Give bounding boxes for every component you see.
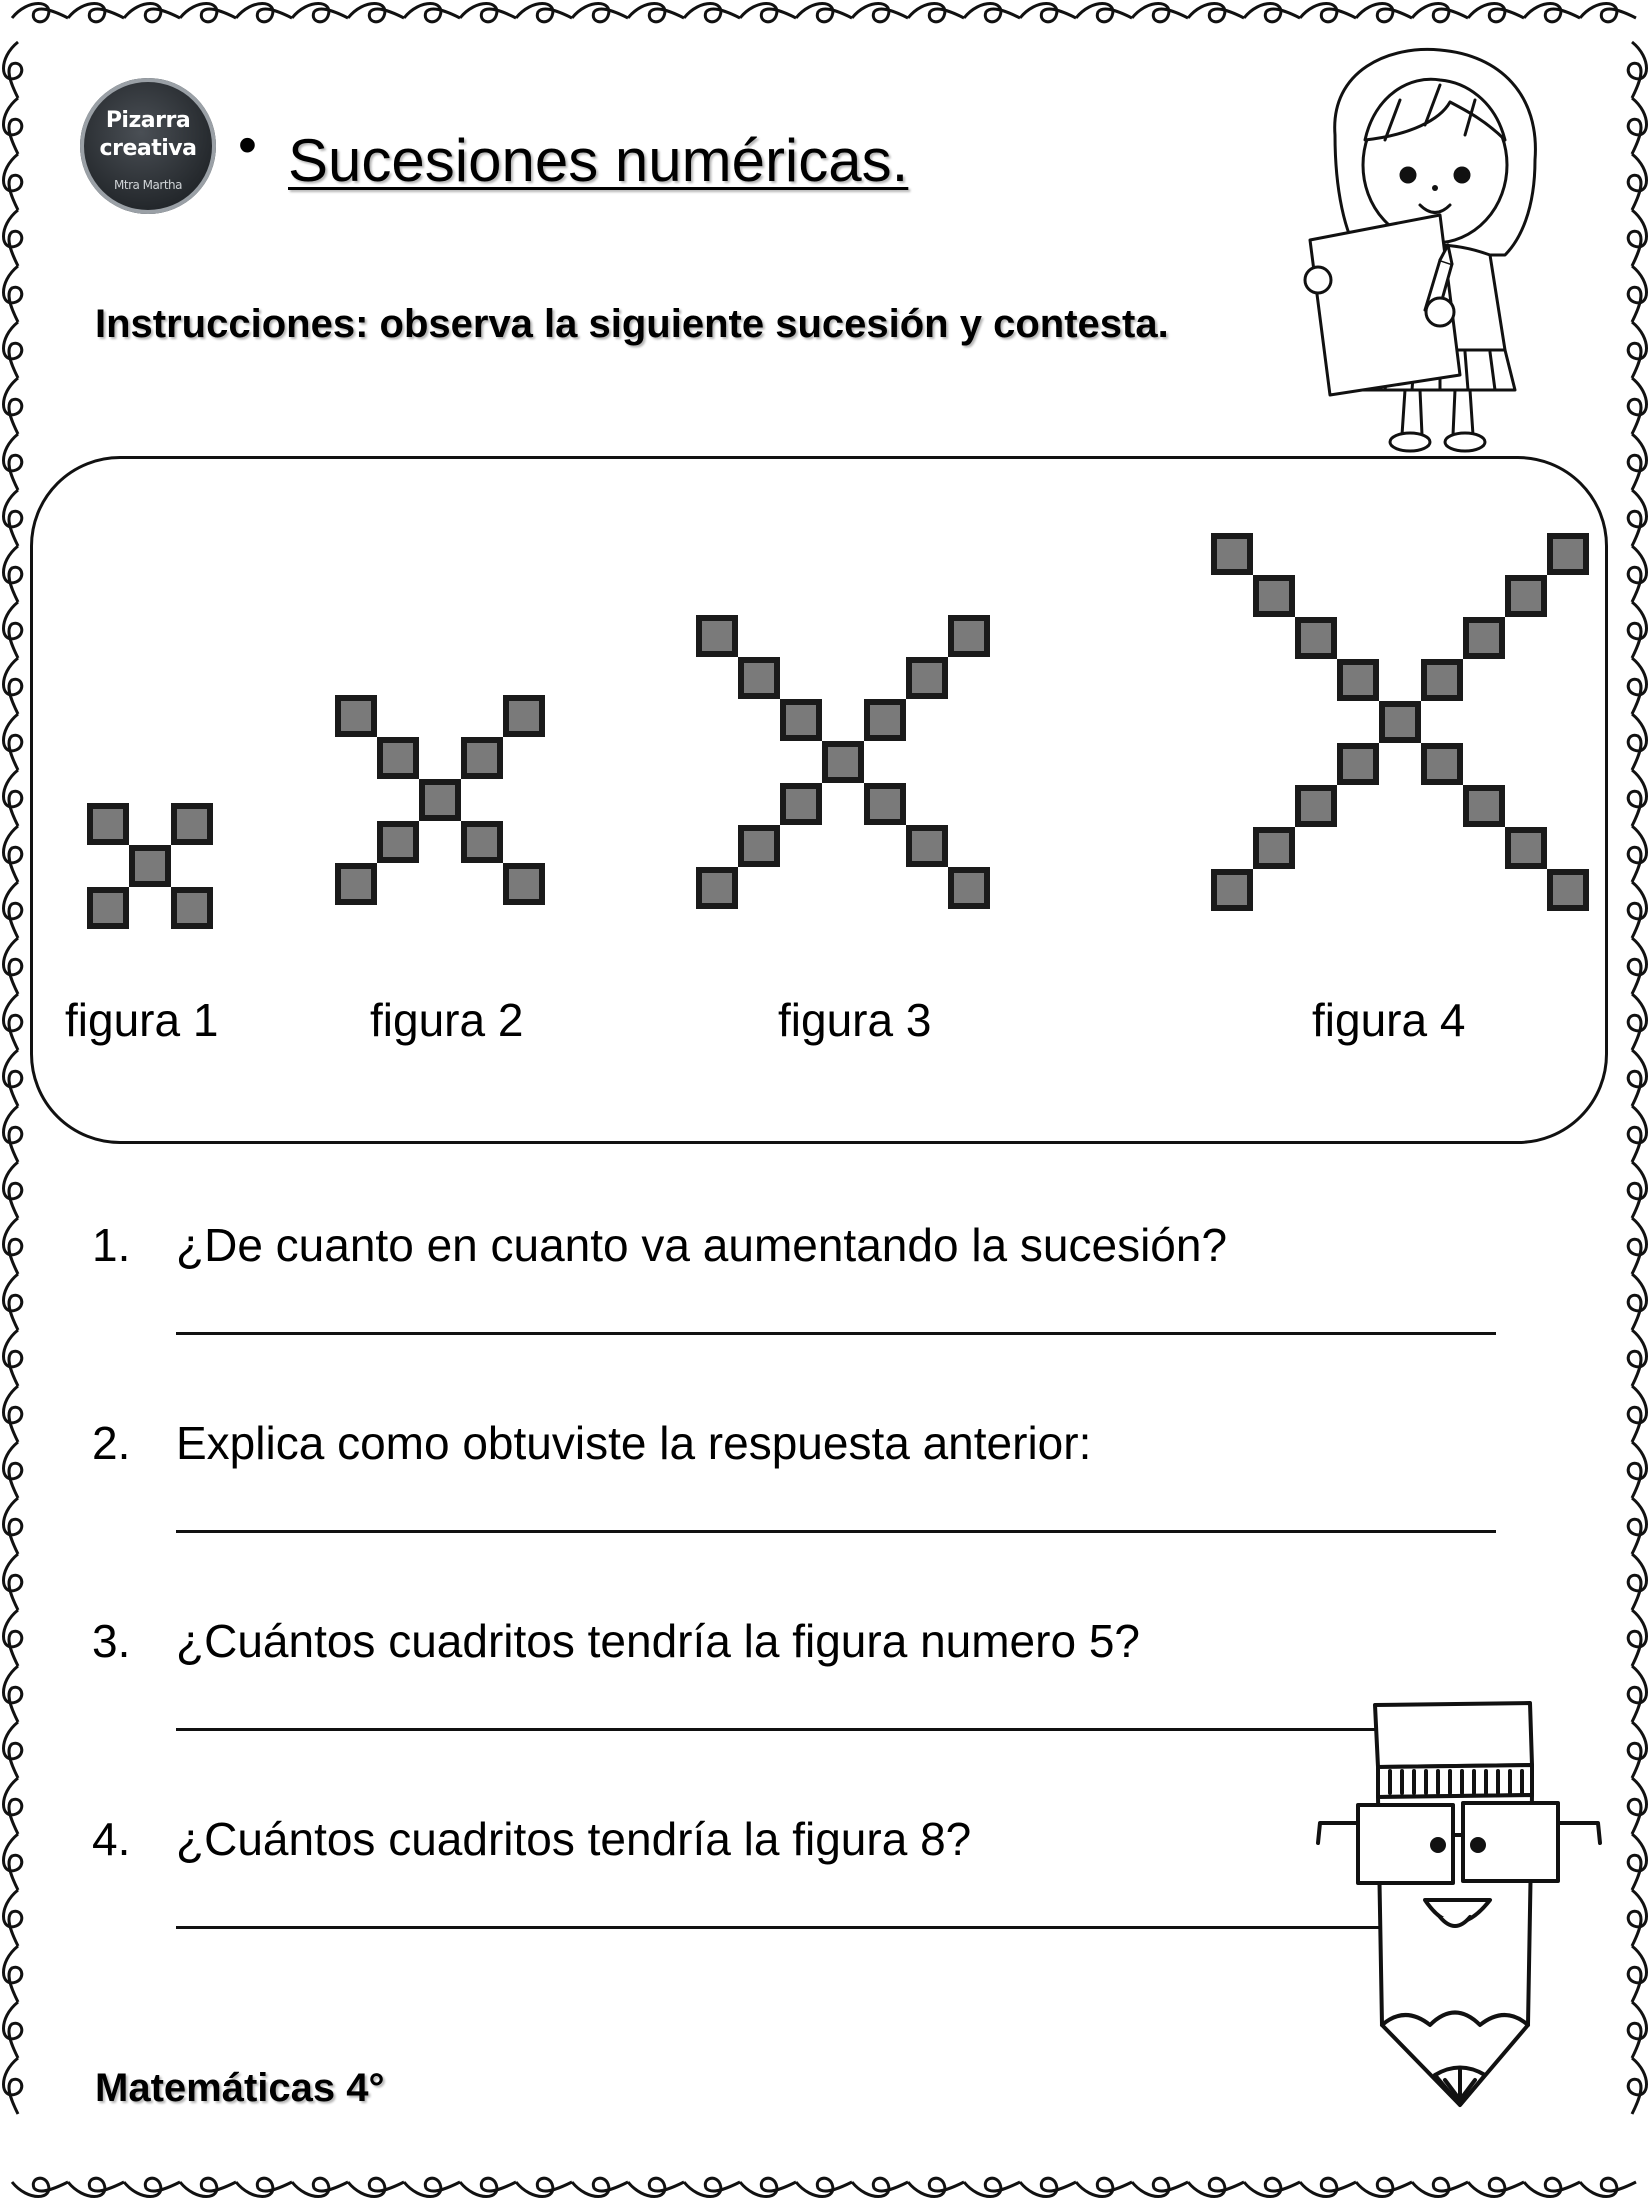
figure-4-square (1550, 872, 1586, 908)
question-1-text: ¿De cuanto en cuanto va aumentando la sucesión? (176, 1219, 1228, 1271)
border-swirl (964, 2178, 1020, 2196)
figure-3-square (909, 828, 945, 864)
border-swirl (4, 1890, 22, 1946)
figure-4-square (1508, 578, 1544, 614)
figure-1-square (174, 806, 210, 842)
figure-3-square (867, 786, 903, 822)
border-swirl (4, 1610, 22, 1666)
logo-text-line2: creativa (99, 136, 197, 161)
instructions-text: Instrucciones: observa la siguiente sucesión y contesta. (95, 302, 1169, 346)
border-swirl (404, 2178, 460, 2196)
border-swirl (1628, 1554, 1646, 1610)
border-swirl (852, 2178, 908, 2196)
figure-2-square (380, 824, 416, 860)
border-swirl (4, 1722, 22, 1778)
answer-line-4[interactable] (176, 1926, 1381, 1929)
border-swirl (1628, 1162, 1646, 1218)
answer-line-1[interactable] (176, 1332, 1496, 1335)
figure-4-square (1424, 746, 1460, 782)
figure-3-square (909, 660, 945, 696)
figure-1-square (90, 890, 126, 926)
border-swirl (1020, 2178, 1076, 2196)
border-swirl (4, 1666, 22, 1722)
question-3-text: ¿Cuántos cuadritos tendría la figura numero 5? (176, 1615, 1140, 1667)
border-swirl (1580, 2178, 1636, 2196)
border-swirl (4, 1778, 22, 1834)
border-swirl (1076, 2178, 1132, 2196)
question-4-number: 4. (92, 1813, 131, 1865)
border-swirl (572, 2178, 628, 2196)
figure-4-square (1466, 620, 1502, 656)
figure-3-square (825, 744, 861, 780)
figure-3-square (783, 702, 819, 738)
question-1-number: 1. (92, 1219, 131, 1271)
border-swirl (292, 2178, 348, 2196)
border-swirl (1628, 2002, 1646, 2058)
figure-4-square (1340, 662, 1376, 698)
figure-3-square (741, 660, 777, 696)
figure-3-square (741, 828, 777, 864)
border-swirl (1628, 1386, 1646, 1442)
border-swirl (68, 2178, 124, 2196)
border-swirl (1132, 2178, 1188, 2196)
figure-2-square (380, 740, 416, 776)
border-swirl (460, 2178, 516, 2196)
border-swirl (1628, 1666, 1646, 1722)
figure-4-square (1298, 620, 1334, 656)
answer-line-3[interactable] (176, 1728, 1381, 1731)
border-swirl (1628, 1890, 1646, 1946)
border-swirl (684, 2178, 740, 2196)
question-4-text: ¿Cuántos cuadritos tendría la figura 8? (176, 1813, 972, 1865)
question-2-number: 2. (92, 1417, 131, 1469)
border-swirl (4, 1218, 22, 1274)
figure-4-square (1256, 830, 1292, 866)
figure-4-label: figura 4 (1312, 994, 1466, 1046)
figure-4-square (1382, 704, 1418, 740)
figure-1-square (90, 806, 126, 842)
border-swirl (4, 1162, 22, 1218)
figure-2-square (422, 782, 458, 818)
figure-3-square (867, 702, 903, 738)
figure-4-square (1550, 536, 1586, 572)
figure-2-square (464, 824, 500, 860)
figure-3-square (699, 870, 735, 906)
border-swirl (1356, 2178, 1412, 2196)
border-swirl (1628, 1722, 1646, 1778)
logo-text-line3: Mtra Martha (114, 178, 182, 192)
logo-text-line1: Pizarra (105, 108, 191, 133)
page-title: Sucesiones numéricas. (288, 127, 909, 194)
border-swirl (1244, 2178, 1300, 2196)
border-swirl (4, 1498, 22, 1554)
figure-4-square (1256, 578, 1292, 614)
border-swirl (1628, 1442, 1646, 1498)
border-swirl (180, 2178, 236, 2196)
figure-1-square (174, 890, 210, 926)
figure-2-square (506, 866, 542, 902)
border-swirl (1628, 1834, 1646, 1890)
border-swirl (4, 1274, 22, 1330)
border-swirl (1524, 2178, 1580, 2196)
border-swirl (1628, 1498, 1646, 1554)
border-swirl (1628, 1946, 1646, 2002)
figure-3-square (951, 870, 987, 906)
figure-2-square (338, 698, 374, 734)
figure-3-square (783, 786, 819, 822)
pencil-character-illustration (1310, 1695, 1610, 2115)
figure-4-square (1340, 746, 1376, 782)
border-swirl (4, 1386, 22, 1442)
question-2-text: Explica como obtuviste la respuesta anterior: (176, 1417, 1092, 1469)
border-swirl (4, 2002, 22, 2058)
border-swirl (908, 2178, 964, 2196)
border-swirl (4, 1834, 22, 1890)
figure-4-square (1424, 662, 1460, 698)
border-swirl (1628, 1330, 1646, 1386)
figure-4-square (1214, 872, 1250, 908)
figure-2-square (338, 866, 374, 902)
subject-grade-footer: Matemáticas 4° (95, 2066, 385, 2110)
border-swirl (236, 2178, 292, 2196)
figure-4-square (1214, 536, 1250, 572)
figure-2-square (506, 698, 542, 734)
border-swirl (1628, 1218, 1646, 1274)
border-swirl (628, 2178, 684, 2196)
border-swirl (124, 2178, 180, 2196)
border-swirl (1412, 2178, 1468, 2196)
figure-2-square (464, 740, 500, 776)
figure-3-square (951, 618, 987, 654)
border-swirl (4, 2058, 22, 2114)
figure-1-label: figura 1 (65, 994, 219, 1046)
border-swirl (516, 2178, 572, 2196)
figure-3-square (699, 618, 735, 654)
figure-4-square (1508, 830, 1544, 866)
figure-4-square (1298, 788, 1334, 824)
border-swirl (12, 2178, 68, 2196)
question-3-number: 3. (92, 1615, 131, 1667)
border-swirl (1628, 1610, 1646, 1666)
border-swirl (796, 2178, 852, 2196)
answer-line-2[interactable] (176, 1530, 1496, 1533)
border-swirl (1188, 2178, 1244, 2196)
border-swirl (1300, 2178, 1356, 2196)
border-swirl (4, 1554, 22, 1610)
figure-4-square (1466, 788, 1502, 824)
border-swirl (348, 2178, 404, 2196)
border-swirl (1628, 1274, 1646, 1330)
border-swirl (1468, 2178, 1524, 2196)
border-swirl (1628, 1778, 1646, 1834)
border-swirl (4, 1442, 22, 1498)
figure-1-square (132, 848, 168, 884)
border-swirl (740, 2178, 796, 2196)
border-swirl (4, 1330, 22, 1386)
border-swirl (1628, 2058, 1646, 2114)
border-swirl (4, 1946, 22, 2002)
figure-3-label: figura 3 (778, 994, 932, 1046)
figure-2-label: figura 2 (370, 994, 524, 1046)
title-bullet: • (238, 115, 257, 175)
